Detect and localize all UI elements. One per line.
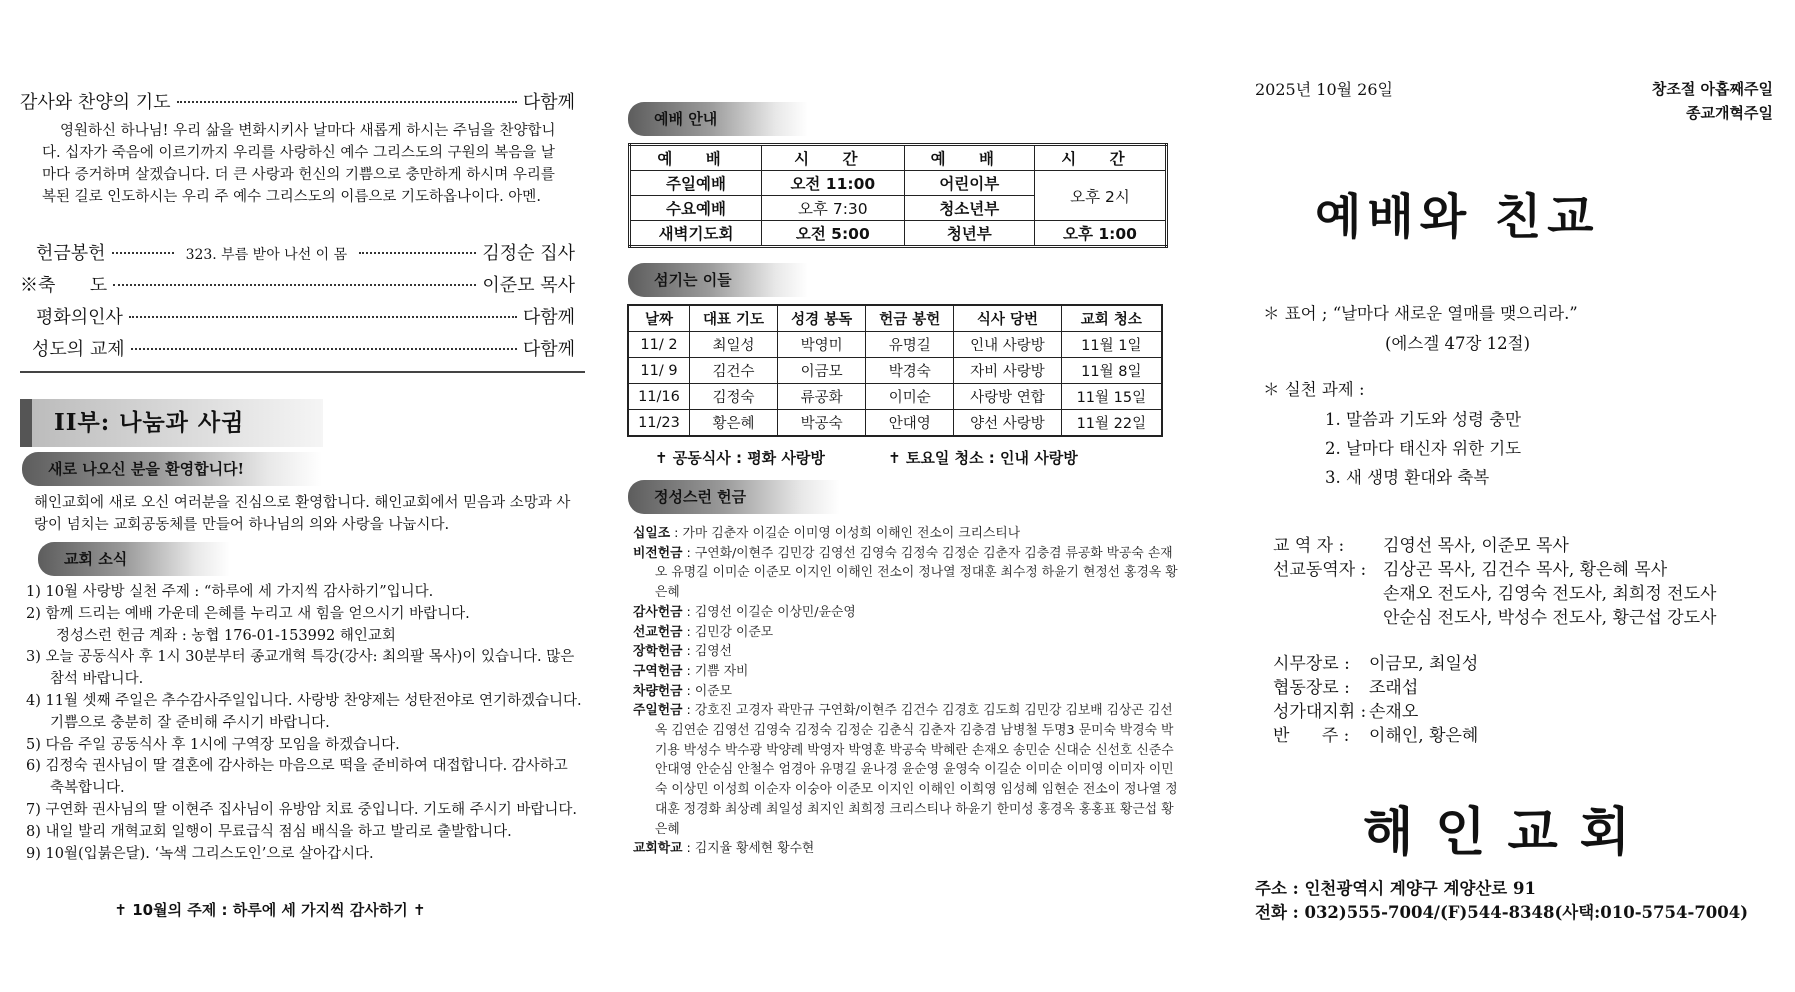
table-header: 교회 청소 xyxy=(1061,305,1162,332)
season-line: 창조절 아홉째주일 xyxy=(1651,80,1773,98)
table-header: 시 간 xyxy=(1034,145,1166,171)
elder-row: 성가대지휘 : 손재오 xyxy=(1273,702,1419,722)
news-item: 4) 11월 셋째 주일은 추수감사주일입니다. 사랑방 찬양제는 성탄전야로 연기하겠습니다. 기쁨으로 충분히 잘 준비해 주시기 바랍니다. xyxy=(26,692,582,731)
table-cell: 청년부 xyxy=(904,221,1034,247)
table-header: 예 배 xyxy=(904,145,1034,171)
bulletin-date: 2025년 10월 26일 xyxy=(1255,80,1393,99)
table-cell: 11/ 9 xyxy=(628,358,689,384)
table-header: 헌금 봉헌 xyxy=(866,305,954,332)
offering-item: 십일조 : 가마 김춘자 이길순 이미영 이성희 이해인 전소이 크리스티나 xyxy=(633,526,1021,541)
cover-column xyxy=(1255,0,1785,992)
table-cell: 11월 8일 xyxy=(1061,358,1162,384)
table-header: 성경 봉독 xyxy=(778,305,866,332)
order-label: 평화의인사 xyxy=(36,307,123,328)
offering-item: 선교헌금 : 김민강 이준모 xyxy=(633,624,774,640)
staff-row: 손재오 전도사, 김영숙 전도사, 최희정 전도사 xyxy=(1383,584,1717,604)
fellowship-row xyxy=(20,335,575,361)
order-leader: 다함께 xyxy=(522,92,575,113)
news-item: 3) 오늘 공동식사 후 1시 30분부터 종교개혁 특강(강사: 최의팔 목사)이 있습니다. 많은 참석 바랍니다. xyxy=(26,649,575,688)
table-cell: 양선 사랑방 xyxy=(954,410,1061,437)
offerings-heading: 정성스런 헌금 xyxy=(628,480,840,514)
liturgical-season xyxy=(1652,77,1773,125)
motto-row xyxy=(1263,300,1578,324)
welcome-text: 해인교회에 새로 오신 여러분을 진심으로 환영합니다. 해인교회에서 믿음과 소망과 사랑이 넘치는 교회공동체를 만들어 하나님의 의와 사랑을 나눕시다. xyxy=(34,495,571,533)
table-row xyxy=(628,332,1162,358)
servers-table xyxy=(627,304,1163,437)
season-line: 종교개혁주일 xyxy=(1686,104,1773,122)
order-leader: 김정순 집사 xyxy=(482,243,575,264)
table-cell: 유명길 xyxy=(866,332,954,358)
table-cell: 안대영 xyxy=(866,410,954,437)
staff-list xyxy=(1273,534,1716,748)
news-item: 2) 함께 드리는 예배 가운데 은혜를 누리고 새 힘을 얻으시기 바랍니다. xyxy=(26,605,470,622)
table-cell: 황은혜 xyxy=(689,410,777,437)
worship-guide-heading: 예배 안내 xyxy=(628,102,808,136)
table-cell: 11월 15일 xyxy=(1061,384,1162,410)
order-label: ※축 도 xyxy=(20,275,108,296)
church-name: 해인교회 xyxy=(1363,803,1652,863)
table-cell: 이금모 xyxy=(778,358,866,384)
news-item-account: 정성스런 헌금 계좌 : 농협 176-01-153992 해인교회 xyxy=(56,627,396,644)
table-row xyxy=(628,410,1162,437)
news-item: 7) 구연화 권사님의 딸 이현주 집사님이 유방암 치료 중입니다. 기도해 주시기 바랍니다. xyxy=(26,801,578,818)
table-cell: 11/ 2 xyxy=(628,332,689,358)
table-cell: 박공숙 xyxy=(778,410,866,437)
order-label: 성도의 교제 xyxy=(32,339,125,360)
offering-item: 비전헌금 : 구연화/이현주 김민강 김영선 김영숙 김정숙 김정순 김춘자 김충겸 류공화 박공숙 손재오 유명길 이미순 이준모 이지인 이해인 전소이 정나열 정대훈 최수정 하윤기 현정선 홍경옥 황은혜 xyxy=(633,545,1178,601)
table-cell: 청소년부 xyxy=(904,196,1034,221)
offering-item: 장학헌금 : 김영선 xyxy=(633,644,732,660)
table-header: 식사 당번 xyxy=(954,305,1061,332)
tasks-label: ＊ 실천 과제 : xyxy=(1263,380,1365,399)
monthly-theme: ✝ 10월의 주제 : 하루에 세 가지씩 감사하기 ✝ xyxy=(114,901,426,919)
news-item: 1) 10월 사랑방 실천 주제 : “하루에 세 가지씩 감사하기”입니다. xyxy=(26,584,434,600)
contact-info xyxy=(1255,877,1748,925)
prayer-text: 영원하신 하나님! 우리 삶을 변화시키사 날마다 새롭게 하시는 주님을 찬양합니다. 십자가 죽음에 이르기까지 우리를 사랑하신 예수 그리스도의 구원의 복음을 날마다 증거하며 살겠습니다. 더 큰 사랑과 헌신의 기쁨으로 충만하게 하시며 우리를 복된 길로 인도하시는 우리 주 예수 그리스도의 이름으로 기도하옵나이다. 아멘. xyxy=(42,123,556,205)
table-cell: 오후 7:30 xyxy=(762,196,905,221)
table-cell: 11/23 xyxy=(628,410,689,437)
order-leader: 다함께 xyxy=(522,339,575,360)
order-label: 헌금봉헌 xyxy=(36,243,106,264)
motto-label: ＊ 표어 ; xyxy=(1263,304,1328,323)
table-row xyxy=(628,358,1162,384)
task-item: 1. 말씀과 기도와 성령 충만 xyxy=(1325,410,1522,429)
order-label: 감사와 찬양의 기도 xyxy=(20,92,171,113)
thanks-prayer-row xyxy=(20,88,575,114)
table-cell: 박영미 xyxy=(778,332,866,358)
table-row xyxy=(628,384,1162,410)
address: 주소 : 인천광역시 계양구 계양산로 91 xyxy=(1255,879,1536,898)
table-cell: 김건수 xyxy=(689,358,777,384)
part2-title: II부: 나눔과 사귐 xyxy=(20,399,323,447)
staff-row: 선교동역자 : 김상곤 목사, 김건수 목사, 황은혜 목사 xyxy=(1273,560,1668,580)
order-leader: 다함께 xyxy=(522,307,575,328)
motto-reference: (에스겔 47장 12절) xyxy=(1385,334,1531,353)
task-item: 3. 새 생명 환대와 축복 xyxy=(1325,468,1490,487)
motto-text: “날마다 새로운 열매를 맺으리라.” xyxy=(1332,304,1578,323)
bulletin-title: 예배와 친교 xyxy=(1315,189,1600,245)
table-cell: 오후 2시 xyxy=(1034,171,1166,221)
welcome-heading: 새로 나오신 분을 환영합니다! xyxy=(22,452,322,486)
cleaning-note: ✝ 토요일 청소 : 인내 사랑방 xyxy=(888,449,1078,467)
news-heading: 교회 소식 xyxy=(38,542,230,576)
order-leader: 이준모 목사 xyxy=(482,275,575,296)
table-cell: 류공화 xyxy=(778,384,866,410)
divider xyxy=(20,371,585,373)
table-cell: 최일성 xyxy=(689,332,777,358)
table-cell: 오전 11:00 xyxy=(762,171,905,196)
table-cell: 11/16 xyxy=(628,384,689,410)
news-item: 5) 다음 주일 공동식사 후 1시에 구역장 모임을 하겠습니다. xyxy=(26,736,400,753)
news-item: 9) 10월(입붉은달). ‘녹색 그리스도인’으로 살아갑시다. xyxy=(26,845,374,862)
meal-cleaning-note xyxy=(655,447,1136,468)
table-header: 날짜 xyxy=(628,305,689,332)
table-cell: 11월 1일 xyxy=(1061,332,1162,358)
table-cell: 주일예배 xyxy=(630,171,762,196)
table-cell: 오후 1:00 xyxy=(1034,221,1166,247)
table-cell: 인내 사랑방 xyxy=(954,332,1061,358)
elder-row: 시무장로 : 이금모, 최일성 xyxy=(1273,654,1479,674)
meal-note: ✝ 공동식사 : 평화 사랑방 xyxy=(655,449,825,467)
table-cell: 김정숙 xyxy=(689,384,777,410)
peace-row xyxy=(20,303,575,329)
elder-row: 반 주 : 이해인, 황은혜 xyxy=(1273,726,1479,746)
offering-item: 주일헌금 : 강호진 고경자 곽만규 구연화/이현주 김건수 김경호 김도희 김민강 김보배 김상곤 김선옥 김연순 김영선 김영숙 김정숙 김정순 김춘식 김춘자 김충겸 남병철 두명3 문미숙 박경숙 박기용 박성수 박수광 박양례 박영자 박영훈 박공숙 박혜란 손재오 송민순 신대순 신선호 신준수 안대영 안순심 안철수 엄경아 유명길 윤나경 윤순영 윤영숙 이길순 이미순 이미영 이미자 이민숙 이상민 이성희 이순자 이숭아 이준모 이지인 이해인 이희영 임성혜 임현순 전소이 정나열 정대훈 정경화 최상례 최일성 최지인 최희정 크리스티나 하윤기 한미성 홍경옥 홍홍표 황근섭 황은혜 xyxy=(633,703,1178,837)
middle-column xyxy=(625,0,1180,992)
offerings-list xyxy=(633,524,1180,859)
left-column xyxy=(20,0,585,992)
offering-item: 교회학교 : 김지율 황세현 황수현 xyxy=(633,841,815,857)
staff-row: 교 역 자 : 김영선 목사, 이준모 목사 xyxy=(1273,536,1569,556)
servers-heading: 섬기는 이들 xyxy=(628,263,808,297)
table-cell: 이미순 xyxy=(866,384,954,410)
task-item: 2. 날마다 태신자 위한 기도 xyxy=(1325,439,1522,458)
hymn-title: 323. 부름 받아 나선 이 몸 xyxy=(185,247,348,263)
worship-schedule-table xyxy=(628,143,1168,248)
table-cell: 사랑방 연합 xyxy=(954,384,1061,410)
news-item: 6) 김정숙 권사님이 딸 결혼에 감사하는 마음으로 떡을 준비하여 대접합니다. 감사하고 축복합니다. xyxy=(26,758,568,797)
offering-item: 감사헌금 : 김영선 이길순 이상민/윤순영 xyxy=(633,604,856,620)
news-item: 8) 내일 발리 개혁교회 일행이 무료급식 점심 배식을 하고 발리로 출발합니다. xyxy=(26,823,512,840)
offering-item: 구역헌금 : 기쁨 자비 xyxy=(633,663,749,679)
elder-row: 협동장로 : 조래섭 xyxy=(1273,678,1419,698)
phone: 전화 : 032)555-7004/(F)544-8348(사택:010-5754-7004) xyxy=(1255,903,1749,922)
table-cell: 오전 5:00 xyxy=(762,221,905,247)
blessing-row xyxy=(20,271,575,297)
table-cell: 어린이부 xyxy=(904,171,1034,196)
staff-row: 안순심 전도사, 박성수 전도사, 황근섭 강도사 xyxy=(1383,608,1717,628)
offering-item: 차량헌금 : 이준모 xyxy=(633,683,732,699)
table-cell: 자비 사랑방 xyxy=(954,358,1061,384)
table-header: 대표 기도 xyxy=(689,305,777,332)
offering-row xyxy=(20,239,575,265)
table-cell: 11월 22일 xyxy=(1061,410,1162,437)
table-cell: 새벽기도회 xyxy=(630,221,762,247)
table-header: 예 배 xyxy=(630,145,762,171)
table-header: 시 간 xyxy=(762,145,905,171)
table-cell: 수요예배 xyxy=(630,196,762,221)
news-list xyxy=(26,582,585,865)
table-cell: 박경숙 xyxy=(866,358,954,384)
